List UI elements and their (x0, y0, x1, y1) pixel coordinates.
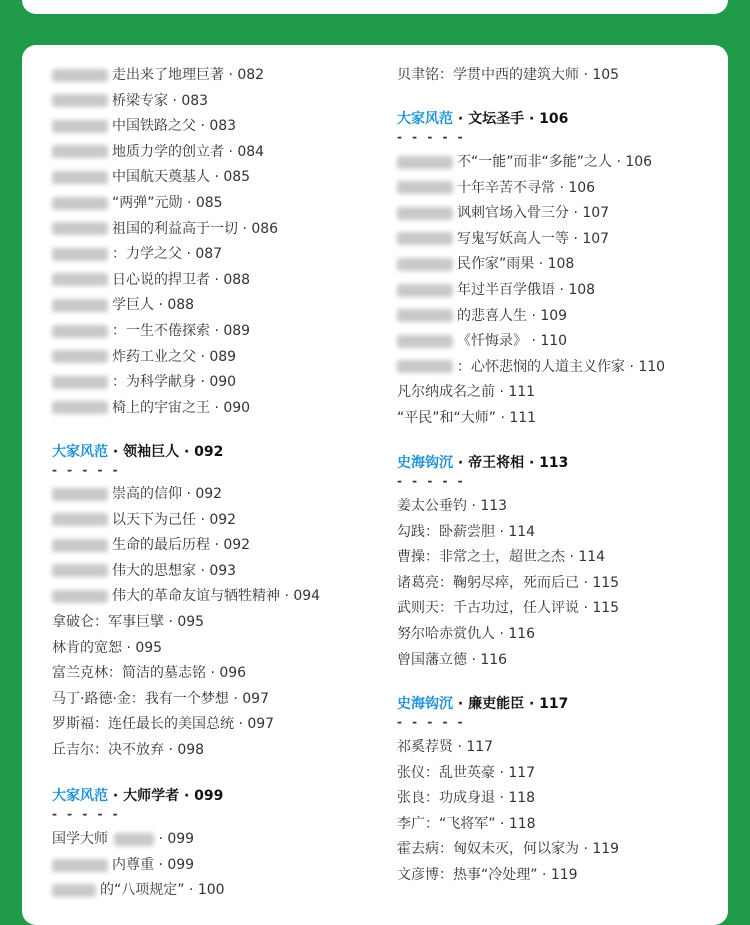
toc-entry-title: 讽刺官场入骨三分 (457, 205, 569, 222)
toc-entry-title: 的悲喜人生 (457, 307, 527, 324)
toc-entry-page: · 082 (224, 67, 265, 83)
toc-entry-page: · 089 (196, 348, 237, 365)
toc-card (22, 45, 728, 925)
section-heading[interactable] (397, 452, 568, 474)
toc-entry-page: · 119 (579, 841, 620, 858)
toc-entry[interactable] (397, 305, 567, 327)
toc-entry-title: 日心说的捍卫者 (112, 271, 210, 288)
toc-entry[interactable] (397, 228, 609, 250)
section-heading[interactable] (52, 785, 223, 807)
toc-entry-title: 民作家”雨果 (457, 256, 535, 273)
toc-entry-page: · 092 (196, 511, 237, 528)
redacted-name (52, 350, 108, 363)
toc-entry[interactable] (52, 397, 250, 419)
toc-entry-title: 崇高的信仰 (112, 486, 182, 502)
toc-entry[interactable] (52, 662, 246, 684)
toc-entry-title: 姜太公垂钓 (397, 498, 467, 514)
toc-entry[interactable] (52, 243, 222, 265)
redacted-name (52, 145, 108, 158)
redacted-name (52, 401, 108, 414)
toc-entry[interactable] (397, 864, 578, 886)
toc-entry-title: 走出来了地理巨著 (112, 67, 224, 83)
toc-entry[interactable] (52, 166, 250, 188)
toc-entry[interactable] (52, 828, 194, 850)
redacted-name (397, 207, 453, 220)
redacted-name (397, 284, 453, 297)
toc-entry-title: 炸药工业之父 (112, 348, 196, 365)
toc-entry[interactable] (52, 371, 236, 393)
section-title: · 文坛圣手 · 106 (453, 111, 569, 127)
toc-entry-title: 诸葛亮：鞠躬尽瘁，死而后已 (397, 574, 579, 591)
toc-entry-title: 张良：功成身退 (397, 790, 495, 807)
top-card (22, 0, 728, 14)
redacted-name (52, 94, 108, 107)
redacted-name (397, 181, 453, 194)
toc-entry[interactable] (397, 202, 609, 224)
redacted-name (397, 156, 453, 169)
toc-entry[interactable] (397, 762, 535, 784)
redacted-name (52, 120, 108, 133)
toc-entry-page: · 092 (210, 537, 251, 554)
redacted-name (114, 833, 154, 846)
toc-entry-title: 凡尔纳成名之前 (397, 384, 495, 401)
redacted-name (52, 197, 108, 210)
toc-entry[interactable] (397, 356, 665, 378)
toc-entry-title: 以天下为己任 (112, 511, 196, 528)
section-divider: - - - - - (52, 807, 121, 821)
toc-entry-page: · 105 (579, 67, 620, 83)
toc-entry[interactable] (397, 787, 535, 809)
redacted-name (52, 513, 108, 526)
redacted-name (52, 488, 108, 501)
toc-entry-page: · 110 (527, 333, 568, 350)
toc-entry[interactable] (52, 713, 274, 735)
toc-entry[interactable] (52, 739, 204, 761)
toc-entry-page: · 094 (280, 588, 321, 605)
toc-entry-page: · 090 (196, 374, 237, 391)
toc-entry-page: · 089 (210, 323, 251, 339)
redacted-name (52, 273, 108, 286)
redacted-name (397, 360, 453, 373)
toc-entry-title: 学巨人 (112, 297, 154, 314)
toc-entry[interactable] (52, 534, 250, 556)
toc-entry-title: 罗斯福：连任最长的美国总统 (52, 716, 234, 733)
redacted-name (52, 248, 108, 261)
toc-entry-page: · 116 (467, 651, 508, 668)
toc-entry[interactable] (52, 483, 222, 505)
section-tag: 大家风范 (52, 788, 108, 804)
toc-entry-title: 富兰克林：简洁的墓志铭 (52, 665, 206, 682)
toc-entry[interactable] (397, 253, 574, 275)
toc-entry-page: · 088 (154, 297, 195, 314)
redacted-name (52, 171, 108, 184)
toc-entry[interactable] (397, 572, 619, 594)
redacted-name (52, 299, 108, 312)
toc-entry-title: 林肯的宽恕 (52, 639, 122, 656)
toc-entry[interactable] (52, 509, 236, 531)
toc-entry-title: 祁奚荐贤 (397, 739, 453, 755)
toc-entry-page: · 119 (537, 867, 578, 883)
toc-entry-page: · 086 (238, 220, 279, 237)
redacted-name (397, 309, 453, 322)
section-heading[interactable] (52, 441, 223, 463)
toc-entry-page: · 106 (555, 179, 596, 196)
toc-entry-title: 不“一能”而非“多能”之人 (457, 154, 613, 170)
toc-entry-page: · 098 (164, 742, 205, 758)
toc-entry-page: · 117 (495, 764, 536, 781)
redacted-name (52, 325, 108, 338)
toc-entry-title: 桥梁专家 (112, 92, 168, 109)
toc-entry-title: 写鬼写妖高人一等 (457, 230, 569, 247)
toc-entry-page: · 083 (196, 118, 237, 135)
toc-entry-page: · 099 (154, 831, 195, 847)
toc-entry-title: 年过半百学俄语 (457, 282, 555, 298)
toc-entry-page: · 085 (182, 195, 223, 211)
toc-entry-page: · 092 (182, 486, 223, 502)
toc-entry[interactable] (52, 141, 264, 163)
toc-entry[interactable] (397, 279, 595, 301)
toc-entry-title: 勾践：卧薪尝胆 (397, 523, 495, 540)
toc-entry[interactable] (397, 623, 535, 645)
toc-entry-title: 努尔哈赤赏仇人 (397, 626, 495, 642)
section-divider: - - - - - (52, 463, 121, 477)
toc-entry[interactable] (397, 330, 567, 352)
redacted-name (52, 859, 108, 872)
toc-entry-page: · 108 (555, 282, 596, 298)
toc-entry-title: 中国航天奠基人 (112, 169, 210, 186)
toc-entry-title: 椅上的宇宙之王 (112, 399, 210, 416)
toc-entry[interactable] (52, 192, 223, 214)
toc-entry[interactable] (397, 521, 535, 543)
section-heading[interactable] (397, 693, 568, 715)
redacted-name (397, 232, 453, 245)
toc-entry[interactable] (52, 115, 236, 137)
redacted-name (52, 222, 108, 235)
toc-entry-page: · 085 (210, 169, 251, 186)
toc-entry-title: 《忏悔录》 (457, 333, 527, 350)
toc-entry-title: ：心怀悲悯的人道主义作家 (457, 358, 625, 375)
toc-entry-title: 曹操：非常之士，超世之杰 (397, 549, 565, 566)
toc-entry-title: “平民”和“大师” (397, 410, 497, 426)
toc-entry-title: 霍去病：匈奴未灭，何以家为 (397, 841, 579, 858)
toc-entry-page: · 097 (228, 690, 269, 707)
toc-entry[interactable] (52, 879, 225, 901)
toc-entry[interactable] (397, 736, 493, 758)
toc-entry[interactable] (397, 546, 605, 568)
toc-entry-title: ：一生不倦探索 (112, 323, 210, 339)
toc-entry-page: · 093 (196, 562, 237, 579)
section-tag: 大家风范 (397, 111, 453, 127)
redacted-name (52, 69, 108, 82)
toc-entry-page: · 109 (527, 307, 568, 324)
toc-entry[interactable] (397, 649, 507, 671)
toc-entry-page: · 090 (210, 399, 251, 416)
toc-entry[interactable] (52, 64, 264, 86)
toc-entry-page: · 110 (625, 358, 666, 375)
toc-entry[interactable] (52, 854, 194, 876)
toc-entry[interactable] (52, 585, 320, 607)
toc-entry[interactable] (397, 838, 619, 860)
section-divider: - - - - - (397, 715, 466, 729)
toc-entry-page: · 118 (495, 815, 536, 832)
toc-entry[interactable] (52, 637, 162, 659)
toc-entry-page: · 116 (495, 626, 536, 642)
toc-entry-page: · 097 (234, 716, 275, 733)
toc-entry[interactable] (397, 813, 536, 835)
redacted-name (52, 564, 108, 577)
toc-entry-page: · 114 (495, 523, 536, 540)
section-tag: 大家风范 (52, 444, 108, 460)
toc-entry[interactable] (52, 90, 208, 112)
toc-entry-title: 拿破仑：军事巨擘 (52, 614, 164, 630)
toc-entry[interactable] (397, 381, 535, 403)
toc-entry[interactable] (52, 269, 250, 291)
toc-entry-page: · 111 (495, 384, 536, 401)
toc-entry-title: 张仪：乱世英豪 (397, 764, 495, 781)
toc-entry-page: · 106 (612, 154, 653, 170)
toc-entry[interactable] (397, 407, 536, 429)
toc-entry-page: · 088 (210, 271, 251, 288)
toc-entry[interactable] (397, 177, 595, 199)
toc-entry-title: 十年辛苦不寻常 (457, 179, 555, 196)
redacted-name (52, 376, 108, 389)
toc-entry[interactable] (397, 495, 507, 517)
toc-entry-page: · 084 (224, 143, 265, 160)
toc-entry[interactable] (52, 560, 236, 582)
toc-entry-title: 曾国藩立德 (397, 651, 467, 668)
toc-entry-page: · 113 (467, 498, 508, 514)
redacted-name (52, 884, 96, 897)
redacted-name (52, 539, 108, 552)
toc-entry-page: · 099 (154, 857, 195, 873)
toc-entry[interactable] (397, 64, 619, 86)
toc-entry[interactable] (52, 611, 204, 633)
toc-entry[interactable] (52, 688, 269, 710)
section-divider: - - - - - (397, 130, 466, 144)
toc-entry-title: 祖国的利益高于一切 (112, 220, 238, 237)
toc-entry[interactable] (397, 597, 619, 619)
toc-entry-title: “两弹”元勋 (112, 195, 183, 211)
toc-entry-page: · 107 (569, 205, 610, 222)
toc-entry-title: 文彦博：热事“冷处理” (397, 867, 538, 883)
toc-entry-page: · 108 (534, 256, 575, 273)
toc-entry-page: · 107 (569, 230, 610, 247)
toc-entry[interactable] (52, 294, 194, 316)
toc-entry-title: 武则天：千古功过，任人评说 (397, 600, 579, 617)
redacted-name (52, 590, 108, 603)
toc-entry-page: · 114 (565, 549, 606, 566)
toc-entry-page: · 083 (168, 92, 209, 109)
toc-entry[interactable] (52, 320, 250, 342)
toc-entry-title: ：为科学献身 (112, 374, 196, 391)
toc-entry-title: 伟大的思想家 (112, 562, 196, 579)
toc-entry-title: 国学大师 (52, 831, 108, 847)
toc-entry-page: · 096 (206, 665, 247, 682)
toc-entry-page: · 111 (496, 410, 537, 426)
toc-entry-page: · 100 (184, 882, 225, 898)
section-heading[interactable] (397, 108, 568, 130)
toc-entry-page: · 095 (122, 639, 163, 656)
toc-entry-title: 地质力学的创立者 (112, 143, 224, 160)
toc-entry-page: · 115 (579, 600, 620, 617)
section-title: · 廉吏能臣 · 117 (453, 696, 569, 712)
section-title: · 大师学者 · 099 (108, 788, 224, 804)
toc-entry-title: 丘吉尔：决不放弃 (52, 742, 164, 758)
toc-entry-page: · 118 (495, 790, 536, 807)
toc-entry[interactable] (397, 151, 652, 173)
toc-entry-title: 李广：“飞将军” (397, 815, 496, 832)
toc-entry-page: · 115 (579, 574, 620, 591)
section-title: · 帝王将相 · 113 (453, 455, 569, 471)
section-title: · 领袖巨人 · 092 (108, 444, 224, 460)
toc-entry-title: 伟大的革命友谊与牺牲精神 (112, 588, 280, 605)
toc-entry-title: 马丁·路德·金：我有一个梦想 (52, 690, 229, 707)
section-tag: 史海钩沉 (397, 455, 453, 471)
toc-entry-title: 贝聿铭：学贯中西的建筑大师 (397, 67, 579, 83)
toc-entry-title: ：力学之父 (112, 246, 182, 263)
toc-entry-title: 生命的最后历程 (112, 537, 210, 554)
toc-entry-title: 内尊重 (112, 857, 154, 873)
redacted-name (397, 258, 453, 271)
toc-entry[interactable] (52, 218, 278, 240)
section-divider: - - - - - (397, 474, 466, 488)
toc-entry-title: 的“八项规定” (100, 882, 185, 898)
toc-entry-page: · 095 (164, 614, 205, 630)
toc-entry[interactable] (52, 346, 236, 368)
toc-entry-page: · 087 (182, 246, 223, 263)
section-tag: 史海钩沉 (397, 696, 453, 712)
toc-entry-title: 中国铁路之父 (112, 118, 196, 135)
redacted-name (397, 335, 453, 348)
toc-entry-page: · 117 (453, 739, 494, 755)
